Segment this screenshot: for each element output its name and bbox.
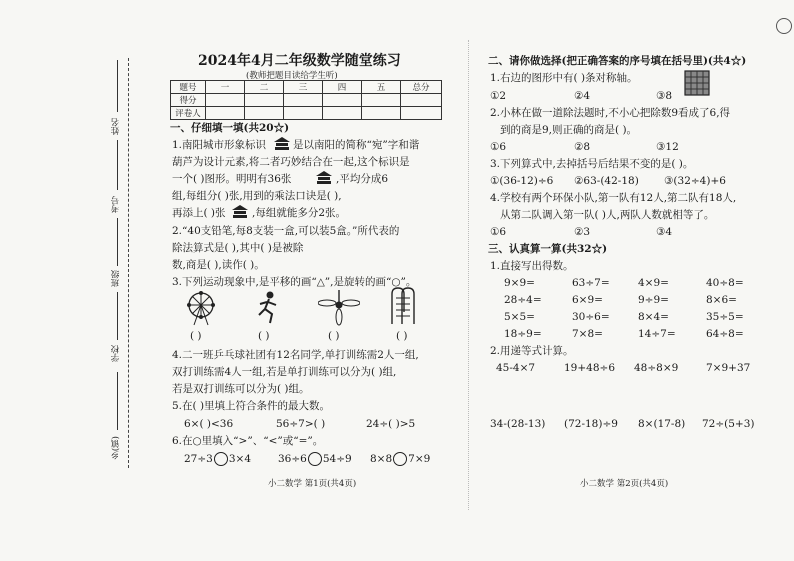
q4-line3: 若是双打训练可以分为( )组。 bbox=[172, 383, 310, 395]
q3-answer-2: ( ) bbox=[258, 330, 270, 342]
step-calc-item: (72-18)÷9 bbox=[564, 418, 618, 430]
r2-option: ③12 bbox=[656, 141, 679, 153]
page-divider bbox=[468, 40, 469, 510]
school-label: 学校 bbox=[111, 345, 121, 362]
r4-line2: 从第二队调入第一队( )人,两队人数就相等了。 bbox=[500, 209, 715, 221]
r2-line1: 2.小林在做一道除法题时,不小心把除数9看成了6,得 bbox=[490, 107, 731, 119]
r4-option: ③4 bbox=[656, 226, 673, 238]
calc-item: 8×6= bbox=[706, 294, 737, 306]
class-line bbox=[117, 218, 118, 266]
q1-line2: 葫芦为设计元素,将二者巧妙结合在一起,这个标识是 bbox=[172, 156, 410, 168]
q6-item bbox=[184, 452, 251, 466]
calc-item: 18÷9= bbox=[504, 328, 542, 340]
q1-line1a: 1.南阳城市形象标识 bbox=[172, 139, 267, 151]
step-calc-item: 72÷(5+3) bbox=[702, 418, 755, 430]
q1-line4: 组,每组分( )张,用到的乘法口诀是( ), bbox=[172, 190, 342, 202]
q3-text: 3.下列运动现象中,是平移的画“△”,是旋转的画“○”。 bbox=[172, 276, 417, 288]
step-calc-item: 34-(28-13) bbox=[490, 418, 546, 430]
q1-line3b: ,平均分成6 bbox=[336, 173, 389, 185]
q6-right: 3×4 bbox=[228, 453, 252, 465]
calc-item: 8×4= bbox=[638, 311, 669, 323]
exam-title: 2024年4月二年级数学随堂练习 bbox=[198, 53, 401, 69]
r4-option: ①6 bbox=[490, 226, 507, 238]
section1-title: 一、仔细填一填(共20☆) bbox=[170, 122, 290, 134]
q5-item: 24÷( )>5 bbox=[366, 418, 416, 430]
q6-text: 6.在○里填入“>”、“<”或“=”。 bbox=[172, 435, 324, 447]
binding-line bbox=[128, 58, 129, 468]
score-header-cell: 三 bbox=[284, 81, 323, 94]
score-header-cell: 五 bbox=[362, 81, 401, 94]
q1-line5b: ,每组就能多分2张。 bbox=[252, 207, 347, 219]
step-calc-item: 7×9+37 bbox=[706, 362, 751, 374]
ceiling-fan-icon bbox=[318, 290, 360, 326]
r1-option: ①2 bbox=[490, 90, 507, 102]
r2-line2: 到的商是9,则正确的商是( )。 bbox=[500, 124, 638, 136]
r4-line1: 4.学校有两个环保小队,第一队有12人,第二队有18人, bbox=[490, 192, 737, 204]
r1-text: 1.右边的图形中有( )条对称轴。 bbox=[490, 72, 638, 84]
q6-left: 36÷6 bbox=[278, 453, 307, 465]
r3-option: ②63-(42-18) bbox=[574, 175, 639, 187]
compare-circle bbox=[214, 452, 228, 466]
calc-item: 5×5= bbox=[504, 311, 535, 323]
score-header-cell: 二 bbox=[245, 81, 284, 94]
s2-text: 2.用递等式计算。 bbox=[490, 345, 574, 357]
compare-circle bbox=[308, 452, 322, 466]
s1-text: 1.直接写出得数。 bbox=[490, 260, 574, 272]
calc-item: 64÷8= bbox=[706, 328, 744, 340]
name-line bbox=[117, 60, 118, 112]
q5-text: 5.在( )里填上符合条件的最大数。 bbox=[172, 400, 331, 412]
q3-answer-1: ( ) bbox=[190, 330, 202, 342]
score-table bbox=[170, 80, 442, 120]
logo-icon bbox=[230, 204, 250, 220]
q4-line2: 双打训练需4人一组,若是单打训练可以分为( )组, bbox=[172, 366, 397, 378]
section2-title: 二、请你做选择(把正确答案的序号填在括号里)(共4☆) bbox=[488, 55, 747, 67]
q2-line3: 数,商是( ),读作( )。 bbox=[172, 259, 265, 271]
square-grid-icon bbox=[684, 70, 710, 96]
score-header-cell: 一 bbox=[206, 81, 245, 94]
r3-option: ③(32÷4)+6 bbox=[664, 175, 726, 187]
q4-line1: 4.二一班乒乓球社团有12名同学,单打训练需2人一组, bbox=[172, 349, 419, 361]
q1-line3a: 一个( )图形。明明有36张 bbox=[172, 173, 292, 185]
calc-item: 63÷7= bbox=[572, 277, 610, 289]
score-header-cell: 四 bbox=[323, 81, 362, 94]
town-label: 乡(镇) bbox=[111, 436, 121, 460]
calc-item: 6×9= bbox=[572, 294, 603, 306]
q1-line5a: 再添上( )张 bbox=[172, 207, 226, 219]
q2-line1: 2.“40支铅笔,每8支装一盒,可以装5盒。”所代表的 bbox=[172, 225, 400, 237]
r3-option: ①(36-12)÷6 bbox=[490, 175, 554, 187]
page1-footer: 小二数学 第1页(共4页) bbox=[268, 479, 357, 489]
q1-line1b: 是以南阳的简称“宛”字和谐 bbox=[293, 139, 420, 151]
binder-hole bbox=[776, 18, 792, 34]
calc-item: 28÷4= bbox=[504, 294, 542, 306]
section3-title: 三、认真算一算(共32☆) bbox=[488, 243, 608, 255]
q6-left: 8×8 bbox=[370, 453, 393, 465]
r2-option: ②8 bbox=[574, 141, 591, 153]
q5-item: 6×( )<36 bbox=[184, 418, 234, 430]
logo-icon bbox=[272, 136, 292, 152]
r4-option: ②3 bbox=[574, 226, 591, 238]
r1-option: ③8 bbox=[656, 90, 673, 102]
exam-subtitle: (教师把题目读给学生听) bbox=[246, 71, 338, 81]
score-header-cell: 题号 bbox=[171, 81, 206, 94]
r1-option: ②4 bbox=[574, 90, 591, 102]
calc-item: 30÷6= bbox=[572, 311, 610, 323]
score-header-cell: 总分 bbox=[401, 81, 442, 94]
step-calc-item: 48÷8×9 bbox=[634, 362, 679, 374]
calc-item: 4×9= bbox=[638, 277, 669, 289]
compare-circle bbox=[393, 452, 407, 466]
town-line bbox=[117, 372, 118, 430]
step-calc-item: 8×(17-8) bbox=[638, 418, 686, 430]
ferris-wheel-icon bbox=[184, 290, 218, 326]
step-calc-item: 45-4×7 bbox=[496, 362, 536, 374]
q6-right: 54÷9 bbox=[322, 453, 352, 465]
q6-item bbox=[370, 452, 430, 466]
calc-item: 9×9= bbox=[504, 277, 535, 289]
q6-item bbox=[278, 452, 352, 466]
school-line bbox=[117, 292, 118, 340]
grader-row-label: 评卷人 bbox=[171, 107, 206, 120]
id-line bbox=[117, 140, 118, 190]
q2-line2: 除法算式是( ),其中( )是被除 bbox=[172, 242, 304, 254]
q5-item: 56÷7>( ) bbox=[276, 418, 326, 430]
q3-answer-3: ( ) bbox=[328, 330, 340, 342]
calc-item: 14÷7= bbox=[638, 328, 676, 340]
q6-right: 7×9 bbox=[408, 453, 431, 465]
calc-item: 7×8= bbox=[572, 328, 603, 340]
escalator-icon bbox=[388, 286, 422, 326]
id-label: 考号 bbox=[111, 196, 121, 213]
calc-item: 35÷5= bbox=[706, 311, 744, 323]
score-row-label: 得分 bbox=[171, 94, 206, 107]
r2-option: ①6 bbox=[490, 141, 507, 153]
calc-item: 9÷9= bbox=[638, 294, 669, 306]
calc-item: 40÷8= bbox=[706, 277, 744, 289]
r3-text: 3.下列算式中,去掉括号后结果不变的是( )。 bbox=[490, 158, 694, 170]
runner-icon bbox=[250, 290, 284, 326]
class-label: 班级 bbox=[111, 270, 121, 287]
q3-answer-4: ( ) bbox=[396, 330, 408, 342]
q6-left: 27÷3 bbox=[184, 453, 213, 465]
step-calc-item: 19+48÷6 bbox=[564, 362, 615, 374]
logo-icon bbox=[314, 170, 334, 186]
name-label: 姓名 bbox=[111, 118, 121, 135]
page2-footer: 小二数学 第2页(共4页) bbox=[580, 479, 669, 489]
